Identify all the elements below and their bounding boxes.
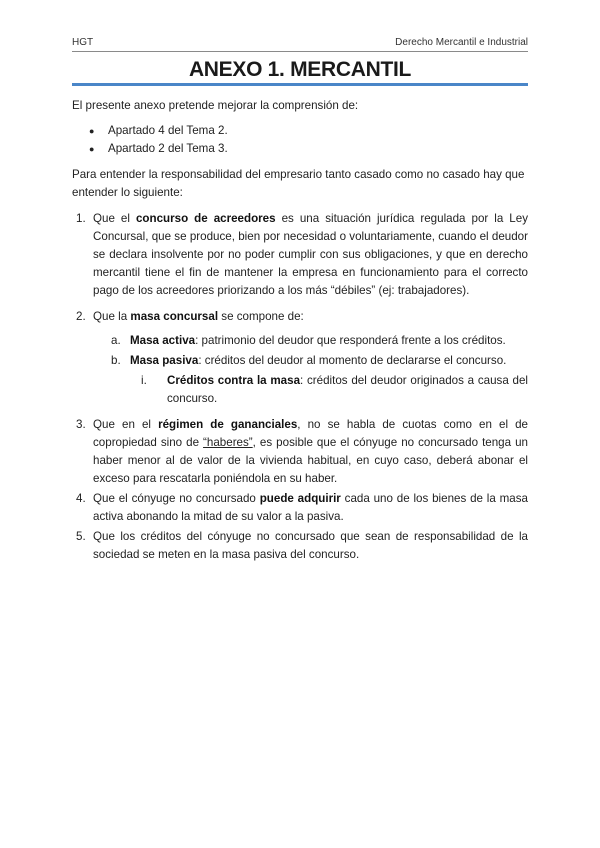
subsub-bold-term: Créditos contra la masa: [167, 374, 301, 387]
list-item-5: [72, 528, 528, 564]
item-text: , no se habla de cuotas como en el de copropiedad sino de: [93, 418, 528, 449]
bullet-list: [72, 122, 528, 158]
bullet-item: ● Apartado 4 del Tema 2.: [72, 122, 528, 140]
sub-item-a: [93, 332, 528, 350]
list-item-3: [72, 416, 528, 488]
sub-bold-term: Masa activa: [130, 334, 196, 347]
item-bold-term: régimen de gananciales: [158, 418, 298, 431]
item-number: 2.: [76, 310, 86, 323]
item-number: 3.: [76, 418, 86, 431]
subsub-item-i: [130, 372, 528, 408]
page-title: ANEXO 1. MERCANTIL: [72, 58, 528, 86]
item-text: se compone de:: [218, 310, 304, 323]
header-left: HGT: [72, 37, 94, 48]
subsub-list: [130, 372, 528, 408]
numbered-list: [72, 210, 528, 564]
item-text: es una situación jurídica regulada por la Ley Concursal, que se produce, bien por necesidad o voluntariamente, cuando el deudor se declara insolvente por no poder cumplir con sus obligaciones, y que en derecho mercantil tiene el fin de mantener la empresa en funcionamiento para el correcto pago de los acreedores priorizando a los más “débiles” (ej: trabajadores).: [93, 212, 529, 297]
item-underlined-term: “haberes”: [203, 436, 253, 449]
context-paragraph: Para entender la responsabilidad del empresario tanto casado como no casado hay que entender lo siguiente:: [72, 168, 525, 199]
intro-text: El presente anexo pretende mejorar la comprensión de:: [72, 99, 359, 112]
item-text: Que el cónyuge no concursado: [93, 492, 260, 505]
item-number: 4.: [76, 492, 86, 505]
subsub-number: i.: [141, 374, 147, 387]
item-text: , es posible que el cónyuge no concursado tenga un haber menor al de valor de la vivienda habitual, en cuyo caso, deberá abonar el exceso para rescatarla poniéndola en su haber.: [93, 436, 528, 485]
sub-bold-term: Masa pasiva: [130, 354, 199, 367]
subsub-text: : créditos del deudor originados a causa del concurso.: [167, 374, 528, 405]
item-number: 1.: [76, 212, 86, 225]
item-text: Que el: [93, 212, 136, 225]
sub-number: b.: [111, 354, 121, 367]
list-item-2: [72, 308, 528, 408]
sub-text: : patrimonio del deudor que responderá frente a los créditos.: [195, 334, 506, 347]
item-text: Que la: [93, 310, 131, 323]
list-item-1: [72, 210, 528, 300]
header-right: Derecho Mercantil e Industrial: [395, 37, 528, 48]
sub-item-b: [93, 352, 528, 408]
item-bold-term: concurso de acreedores: [135, 212, 276, 225]
item-text: cada uno de los bienes de la masa activa abonando la mitad de su valor a la pasiva.: [93, 492, 528, 523]
item-text: Que en el: [93, 418, 159, 431]
bullet-item: ● Apartado 2 del Tema 3.: [72, 140, 528, 158]
sub-list: [93, 332, 528, 408]
page-header: [72, 37, 528, 52]
item-bold-term: puede adquirir: [259, 492, 341, 505]
item-number: 5.: [76, 530, 86, 543]
item-text: Que los créditos del cónyuge no concursado que sean de responsabilidad de la sociedad se meten en la masa pasiva del concurso.: [93, 530, 528, 561]
sub-number: a.: [111, 334, 121, 347]
list-item-4: [72, 490, 528, 526]
sub-text: : créditos del deudor al momento de declararse el concurso.: [198, 354, 507, 367]
item-bold-term: masa concursal: [130, 310, 219, 323]
